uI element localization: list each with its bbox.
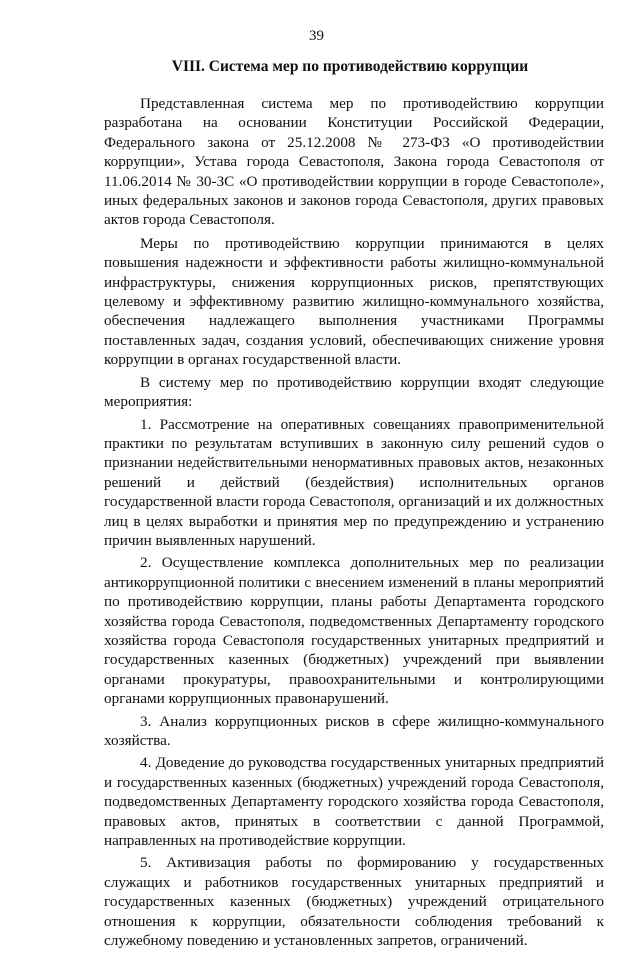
document-body: [104, 94, 604, 953]
section-heading: VIII. Система мер по противодействию коррупции: [171, 58, 529, 75]
paragraph-measures-intro: В систему мер по противодействию коррупции входят следующие мероприятия:: [104, 373, 604, 411]
paragraph-purpose: Меры по противодействию коррупции принимаются в целях повышения надежности и эффективности работы жилищно-коммунальной инфраструктуры, снижения коррупционных рисков, препятствующих целевому и эффективному развитию жилищно-коммунального хозяйства, обеспечения надлежащего выполнения участниками Программы поставленных задач, создания условий, обеспечивающих снижение уровня коррупции в органах государственной власти.: [104, 234, 604, 369]
page-number: 39: [309, 28, 324, 44]
list-item-1: 1. Рассмотрение на оперативных совещаниях правоприменительной практики по результатам вступивших в законную силу решений судов о признании недействительными ненормативных правовых актов, незаконных решений и действий (бездействия) исполнительных органов государственной власти города Севастополя, организаций и их должностных лиц в целях выработки и принятия мер по предупреждению и устранению причин выявленных нарушений.: [104, 415, 604, 549]
list-item-2: 2. Осуществление комплекса дополнительных мер по реализации антикоррупционной политики с внесением изменений в планы мероприятий по противодействию коррупции, планы работы Департамента городского хозяйства города Севастополя, подведомственных Департаменту городского хозяйства города Севастополя государственных унитарных предприятий и государственных казенных (бюджетных) учреждений при выявлении органами прокуратуры, правоохранительными и контролирующими органами коррупционных правонарушений.: [104, 554, 604, 708]
list-item-4: 4. Доведение до руководства государственных унитарных предприятий и государственных казенных (бюджетных) учреждений города Севастополя, подведомственных Департаменту городского хозяйства города Севастополя, правовых актов, принятых в соответствии с данной Программой, направленных на противодействие коррупции.: [104, 754, 604, 850]
list-item-3: 3. Анализ коррупционных рисков в сфере жилищно-коммунального хозяйства.: [104, 712, 604, 749]
list-item-5: 5. Активизация работы по формированию у государственных служащих и работников государственных унитарных предприятий и государственных казенных (бюджетных) учреждений отрицательного отношения к коррупции, обязательности соблюдения требований к служебному поведению и установленных запретов, ограничений.: [104, 854, 604, 950]
paragraph-legal-basis: Представленная система мер по противодействию коррупции разработана на основании Конституции Российской Федерации, Федерального закона от 25.12.2008 № 273-ФЗ «О противодействии коррупции», Устава города Севастополя, Закона города Севастополя от 11.06.2014 № 30-ЗС «О противодействии коррупции в городе Севастополе», иных федеральных законов и законов города Севастополя, других правовых актов города Севастополя.: [104, 95, 604, 229]
